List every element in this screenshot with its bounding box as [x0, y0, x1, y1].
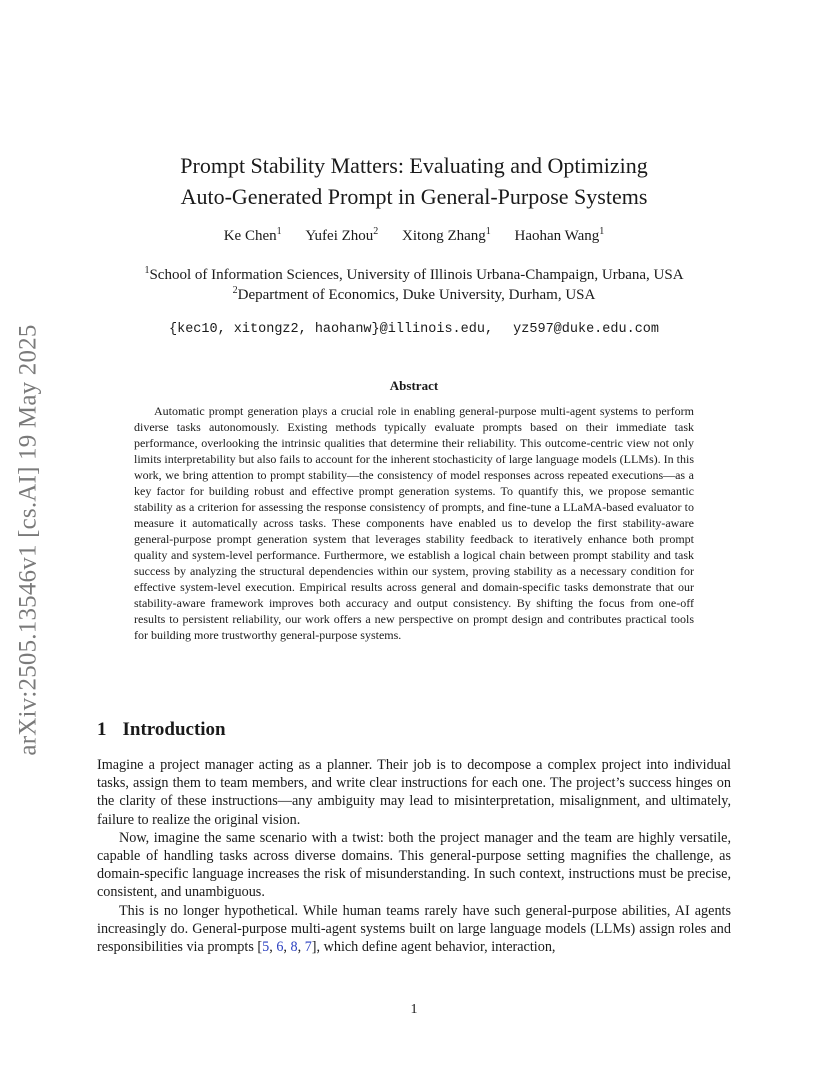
citation-link[interactable]: 8	[290, 939, 298, 956]
author-emails	[0, 322, 828, 337]
title-line-2: Auto-Generated Prompt in General-Purpose Systems	[180, 184, 648, 209]
abstract-body: Automatic prompt generation plays a crucial role in enabling general-purpose multi-agent systems to perform diverse tasks autonomously. Existing methods typically evaluate prompts based on their immediate task performance, overlooking the intrinsic qualities that determine their reliability. This outcome-centric view not only limits interpretability but also fails to account for the inherent stochasticity of large language models (LLMs). In this work, we bring attention to prompt stability—the consistency of model responses across repeated executions—as a key factor for building robust and effective prompt generation systems. To quantify this, we propose semantic stability as a criterion for assessing the response consistency of prompts, and fine-tune a LLaMA-based evaluator to measure it automatically across tasks. These components have enabled us to develop the first stability-aware general-purpose prompt generation system that leverages stability feedback to iteratively enhance both prompt quality and system-level performance. Furthermore, we establish a logical chain between prompt stability and task success by analyzing the structural dependencies within our system, proving stability as a necessary condition for effective system-level execution. Empirical results across general and domain-specific tasks demonstrate that our stability-aware framework improves both accuracy and output consistency. By shifting the focus from one-off results to persistent reliability, our work offers a new perspective on prompt design and contributes practical tools for building more trustworthy general-purpose systems.	[134, 404, 694, 642]
affiliation-line	[0, 285, 828, 305]
email-group[interactable]: {kec10, xitongz2, haohanw}@illinois.edu,	[169, 322, 494, 337]
citation-link[interactable]: 7	[304, 939, 312, 956]
author	[224, 228, 282, 244]
arxiv-identifier-stamp	[4, 300, 54, 780]
paragraph-text: ], which define agent behavior, interaction,	[311, 939, 556, 956]
paper-title	[0, 150, 828, 212]
author-affiliation-mark: 1	[599, 226, 605, 237]
affiliation-line	[0, 265, 828, 285]
section-title: Introduction	[122, 719, 226, 740]
author-name: Ke Chen	[223, 228, 277, 244]
author-name: Haohan Wang	[514, 228, 600, 244]
author-affiliation-mark: 1	[276, 226, 282, 237]
author-name: Yufei Zhou	[305, 228, 374, 244]
introduction-body	[97, 756, 731, 956]
email-single[interactable]: yz597@duke.edu.com	[513, 322, 659, 337]
section-number: 1	[97, 719, 107, 740]
paragraph-text: This is no longer hypothetical. While human teams rarely have such general-purpose abilities, AI agents increasingly do. General-purpose multi-agent systems built on large language models (LLMs) assign roles and responsibilities via prompts [	[97, 902, 731, 956]
affiliation-text: School of Information Sciences, University of Illinois Urbana-Champaign, Urbana, USA	[149, 267, 684, 283]
paragraph: Imagine a project manager acting as a planner. Their job is to decompose a complex project into individual tasks, assign them to team members, and write clear instructions for each one. The project’s success hinges on the clarity of these instructions—any ambiguity may lead to misinterpretation, misalignment, and ultimately, failure to realize the original vision.	[97, 757, 731, 828]
abstract-heading: Abstract	[389, 378, 439, 393]
affiliation-text: Department of Economics, Duke University, Durham, USA	[237, 287, 596, 303]
author-name: Xitong Zhang	[402, 228, 486, 244]
author	[305, 228, 378, 244]
affiliation-mark: 2	[232, 285, 238, 296]
author	[402, 228, 491, 244]
title-line-1: Prompt Stability Matters: Evaluating and Optimizing	[180, 153, 648, 178]
author-affiliation-mark: 2	[373, 226, 379, 237]
citation-link[interactable]: 5	[262, 939, 270, 956]
arxiv-identifier-text: arXiv:2505.13546v1 [cs.AI] 19 May 2025	[15, 324, 42, 756]
section-heading	[97, 719, 226, 741]
affiliations	[0, 265, 828, 305]
author-list	[0, 228, 828, 245]
paragraph: This is no longer hypothetical. While human teams rarely have such general-purpose abilities, AI agents increasingly do. General-purpose multi-agent systems built on large language models (LLMs) assign roles and responsibilities via prompts [5, 6, 8, 7], which define agent behavior, interaction,	[97, 902, 731, 956]
paragraph: Now, imagine the same scenario with a twist: both the project manager and the team are highly versatile, capable of handling tasks across diverse domains. This general-purpose setting magnifies the challenge, as domain-specific language increases the risk of misunderstanding. In such context, instructions must be precise, consistent, and unambiguous.	[97, 829, 731, 901]
page-number: 1	[410, 1002, 418, 1017]
author-affiliation-mark: 1	[485, 226, 491, 237]
affiliation-mark: 1	[144, 265, 150, 276]
author	[515, 228, 605, 244]
citation-link[interactable]: 6	[276, 939, 284, 956]
